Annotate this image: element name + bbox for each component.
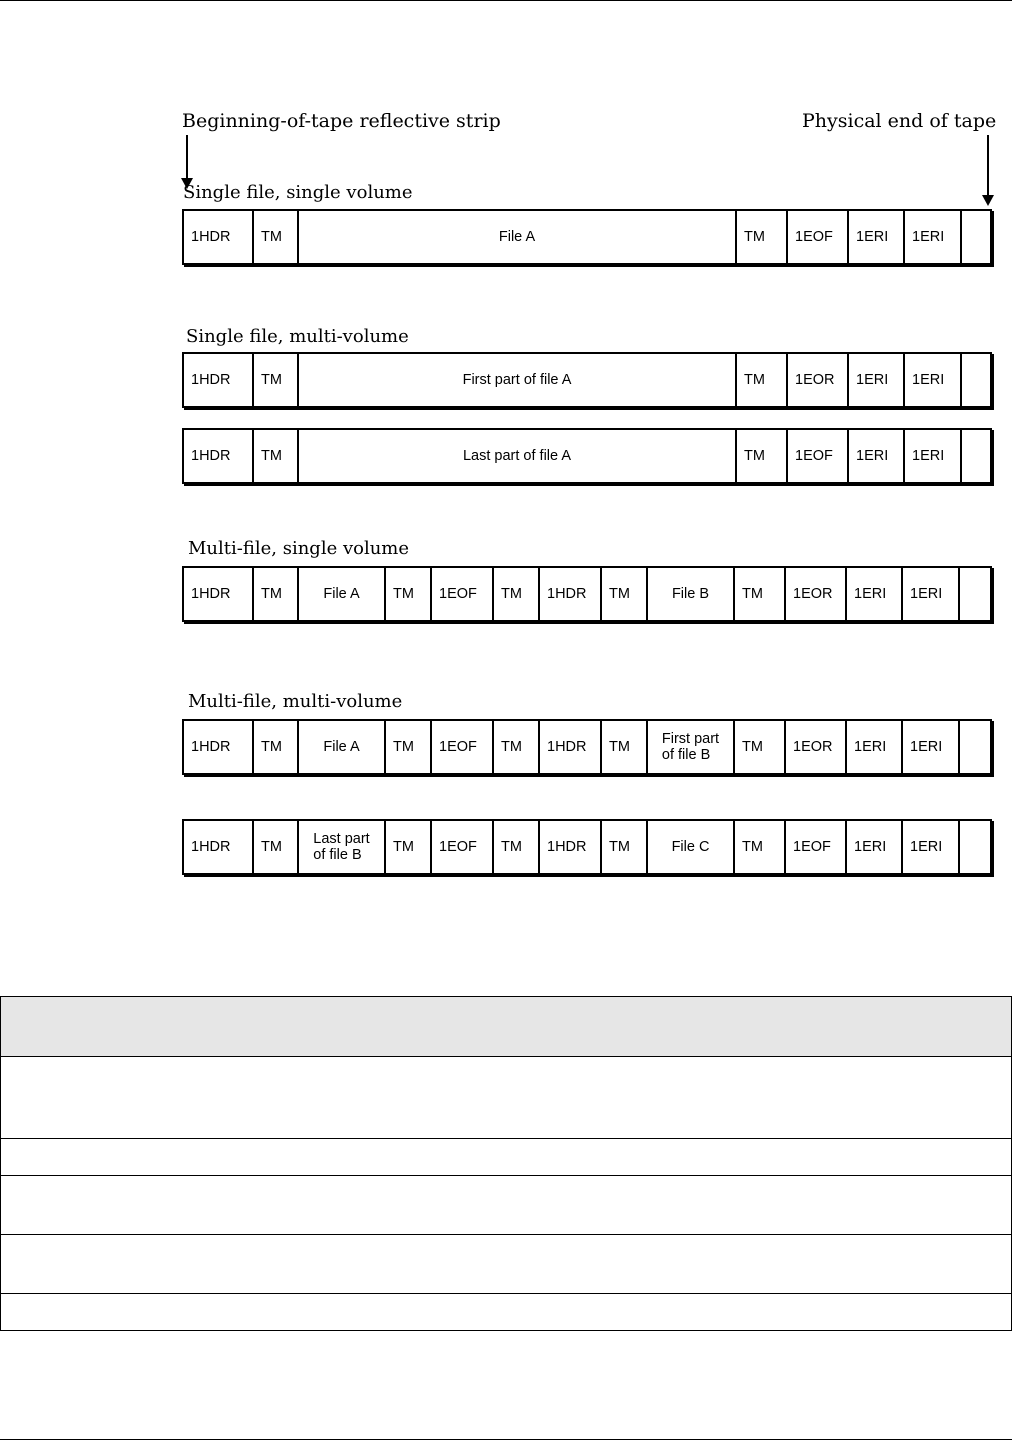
tape-cell-label: First part of file B	[661, 731, 720, 763]
tape-cell	[903, 821, 960, 873]
tape-cell	[432, 821, 494, 873]
table-row	[1, 1057, 1012, 1139]
tape-cell	[788, 211, 849, 263]
bot-arrow	[186, 135, 188, 180]
tape-cell-label: 1ERI	[856, 229, 889, 245]
tape-cell	[432, 568, 494, 620]
tape-cell-label: TM	[393, 839, 414, 855]
tape-end-cell	[960, 721, 988, 773]
tape-cell-label: 1EOF	[439, 839, 477, 855]
tape-cell-label: Last part of file B	[313, 831, 370, 863]
tape-cell-label: 1ERI	[912, 372, 945, 388]
tape-single-file-single-volume	[182, 209, 992, 265]
tape-end-cell	[960, 821, 988, 873]
tape-cell-label: TM	[501, 586, 522, 602]
tape-cell-label: Last part of file A	[462, 448, 571, 464]
tape-cell	[254, 211, 299, 263]
tape-cell	[847, 821, 903, 873]
tape-cell	[184, 821, 254, 873]
tape-cell	[432, 721, 494, 773]
table-row	[1, 1235, 1012, 1294]
tape-cell-label: TM	[501, 739, 522, 755]
tape-cell	[903, 568, 960, 620]
tape-cell-label: 1HDR	[547, 739, 587, 755]
tape-cell	[735, 721, 786, 773]
tape-cell	[786, 821, 847, 873]
tape-cell	[905, 211, 962, 263]
top-rule	[0, 0, 1012, 1]
eot-label: Physical end of tape	[802, 110, 997, 132]
tape-cell	[849, 354, 905, 406]
tape-cell	[299, 721, 386, 773]
tape-cell	[254, 354, 299, 406]
tape-cell	[299, 430, 737, 482]
tape-cell-label: TM	[742, 739, 763, 755]
tape-cell-label: 1ERI	[856, 448, 889, 464]
tape-cell	[648, 568, 735, 620]
tape-cell	[648, 821, 735, 873]
tape-cell	[184, 354, 254, 406]
tape-cell-label: 1ERI	[856, 372, 889, 388]
tape-cell	[788, 354, 849, 406]
tape-cell	[184, 568, 254, 620]
tape-cell-label: 1EOF	[793, 839, 831, 855]
tape-cell-label: 1ERI	[854, 586, 887, 602]
tape-cell-label: First part of file A	[462, 372, 572, 388]
tape-cell	[254, 821, 299, 873]
tape-cell	[786, 568, 847, 620]
tape-cell-label: TM	[261, 739, 282, 755]
tape-cell	[184, 430, 254, 482]
tape-cell	[254, 721, 299, 773]
tape-cell-label: TM	[744, 448, 765, 464]
tape-cell	[905, 354, 962, 406]
eot-arrow	[987, 135, 989, 197]
tape-cell	[905, 430, 962, 482]
section-title-2: Single file, multi-volume	[186, 326, 409, 347]
tape-cell-label: 1EOR	[793, 739, 833, 755]
tape-single-file-multi-volume-2	[182, 428, 992, 484]
tape-cell-label: 1ERI	[912, 448, 945, 464]
tape-cell-label: 1EOF	[795, 448, 833, 464]
tape-cell-label: 1ERI	[910, 739, 943, 755]
tape-cell	[602, 721, 648, 773]
tape-multi-file-multi-volume-1	[182, 719, 992, 775]
tape-cell	[386, 721, 432, 773]
tape-cell-label: TM	[609, 586, 630, 602]
tape-cell-label: File A	[498, 229, 536, 245]
tape-cell-label: TM	[501, 839, 522, 855]
tape-cell	[494, 568, 540, 620]
tape-cell	[735, 568, 786, 620]
tape-end-cell	[962, 211, 990, 263]
tape-end-cell	[962, 430, 990, 482]
tape-cell-label: TM	[744, 372, 765, 388]
tape-cell-label: 1ERI	[854, 739, 887, 755]
tape-cell	[602, 568, 648, 620]
section-title-4: Multi-file, multi-volume	[188, 691, 403, 712]
tape-cell-label: TM	[261, 839, 282, 855]
tape-cell	[788, 430, 849, 482]
table-row	[1, 1176, 1012, 1235]
bot-label: Beginning-of-tape reflective strip	[182, 110, 501, 132]
tape-cell	[254, 430, 299, 482]
empty-table	[0, 996, 1012, 1331]
tape-cell-label: TM	[261, 586, 282, 602]
tape-cell-label: 1ERI	[910, 586, 943, 602]
tape-cell-label: 1HDR	[547, 839, 587, 855]
tape-cell	[903, 721, 960, 773]
tape-cell	[540, 821, 602, 873]
tape-cell	[540, 568, 602, 620]
bottom-rule	[0, 1439, 1012, 1440]
tape-cell	[847, 568, 903, 620]
tape-cell-label: 1HDR	[191, 586, 231, 602]
tape-cell	[299, 821, 386, 873]
tape-cell-label: TM	[393, 586, 414, 602]
tape-cell	[648, 721, 735, 773]
tape-cell-label: TM	[742, 586, 763, 602]
tape-cell	[849, 211, 905, 263]
tape-cell-label: 1ERI	[910, 839, 943, 855]
tape-cell-label: TM	[609, 839, 630, 855]
tape-cell-label: File A	[323, 586, 360, 602]
table-header-row	[1, 997, 1012, 1057]
tape-cell	[254, 568, 299, 620]
tape-cell-label: TM	[744, 229, 765, 245]
tape-cell-label: 1HDR	[191, 839, 231, 855]
tape-cell-label: 1ERI	[854, 839, 887, 855]
tape-cell	[847, 721, 903, 773]
tape-cell	[602, 821, 648, 873]
table-row	[1, 1139, 1012, 1176]
tape-cell	[737, 430, 788, 482]
tape-cell	[299, 568, 386, 620]
tape-cell	[540, 721, 602, 773]
tape-single-file-multi-volume-1	[182, 352, 992, 408]
tape-cell-label: 1EOF	[439, 586, 477, 602]
tape-cell	[494, 821, 540, 873]
tape-cell-label: 1EOR	[795, 372, 835, 388]
tape-cell-label: 1ERI	[912, 229, 945, 245]
tape-end-cell	[962, 354, 990, 406]
tape-cell-label: 1HDR	[547, 586, 587, 602]
tape-cell-label: 1HDR	[191, 739, 231, 755]
tape-cell-label: 1EOF	[795, 229, 833, 245]
tape-cell	[494, 721, 540, 773]
tape-cell-label: TM	[261, 448, 282, 464]
tape-cell-label: TM	[742, 839, 763, 855]
section-title-3: Multi-file, single volume	[188, 538, 410, 559]
table-row	[1, 1294, 1012, 1331]
tape-cell-label: 1EOR	[793, 586, 833, 602]
tape-cell-label: 1EOF	[439, 739, 477, 755]
tape-cell-label: File B	[671, 586, 710, 602]
tape-cell	[184, 211, 254, 263]
tape-cell-label: 1HDR	[191, 372, 231, 388]
tape-multi-file-single-volume	[182, 566, 992, 622]
tape-cell-label: TM	[261, 372, 282, 388]
tape-end-cell	[960, 568, 988, 620]
section-title-1: Single file, single volume	[183, 182, 413, 203]
tape-cell-label: File C	[671, 839, 710, 855]
tape-cell	[849, 430, 905, 482]
tape-cell-label: TM	[261, 229, 282, 245]
tape-cell	[386, 568, 432, 620]
tape-cell	[786, 721, 847, 773]
tape-cell	[737, 354, 788, 406]
tape-cell	[299, 211, 737, 263]
tape-multi-file-multi-volume-2	[182, 819, 992, 875]
tape-cell	[386, 821, 432, 873]
tape-cell	[737, 211, 788, 263]
tape-cell-label: 1HDR	[191, 229, 231, 245]
tape-cell-label: TM	[393, 739, 414, 755]
tape-cell-label: File A	[323, 739, 360, 755]
tape-cell-label: 1HDR	[191, 448, 231, 464]
tape-cell	[299, 354, 737, 406]
tape-cell	[184, 721, 254, 773]
tape-cell	[735, 821, 786, 873]
tape-cell-label: TM	[609, 739, 630, 755]
